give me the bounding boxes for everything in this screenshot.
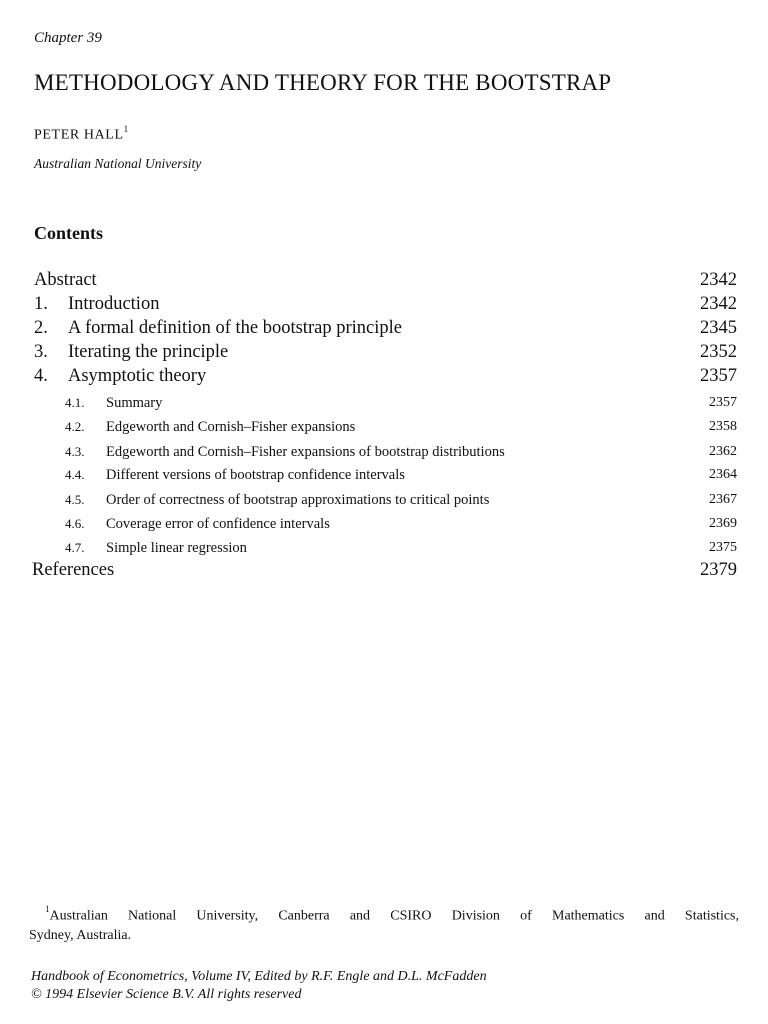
toc-entry-label: Order of correctness of bootstrap approximations to critical points [106,492,490,508]
toc-entry-label: Edgeworth and Cornish–Fisher expansions [106,419,356,435]
footnote-mark: 1 [45,904,50,914]
toc-entry-page: 2367 [709,492,737,507]
author-name [34,125,128,144]
toc-entry-number: 1. [34,294,48,314]
page-title: METHODOLOGY AND THEORY FOR THE BOOTSTRAP [34,70,612,95]
toc-entry-number: 4.4. [65,467,85,482]
footnote [29,902,739,945]
author-name-text: PETER HALL [34,127,124,143]
chapter-label: Chapter 39 [34,30,102,46]
toc-entry-page: 2364 [709,467,737,482]
toc-entry-label: Coverage error of confidence intervals [106,516,330,532]
toc-entry-label: Simple linear regression [106,540,247,556]
toc-entry-page: 2342 [700,270,737,290]
toc-entry-number: 3. [34,342,48,362]
toc-entry-page: 2369 [709,516,737,531]
toc-entry-label: A formal definition of the bootstrap principle [68,318,402,338]
toc-entry-number: 4.1. [65,395,85,410]
footer-line-1: Handbook of Econometrics, Volume IV, Edited by R.F. Engle and D.L. McFadden [31,969,487,984]
toc-entry-number: 4.2. [65,419,85,434]
toc-entry-page: 2357 [700,366,737,386]
toc-entry-number: 4.7. [65,540,85,555]
toc-entry-page: 2379 [700,560,737,580]
author-affiliation: Australian National University [34,156,202,171]
toc-entry-label: Summary [106,395,163,411]
toc-entry-label: Edgeworth and Cornish–Fisher expansions of bootstrap distributions [106,444,505,460]
toc-entry-label: Iterating the principle [68,342,229,362]
toc-entry-label: Different versions of bootstrap confidence intervals [106,467,405,483]
toc-entry-label: References [32,560,115,580]
toc-entry-label: Abstract [34,270,97,290]
toc-entry-label: Introduction [68,294,160,314]
footnote-line-1 [29,902,739,926]
toc-entry-page: 2357 [709,395,737,410]
author-footnote-mark: 1 [123,124,129,134]
toc-entry-page: 2352 [700,342,737,362]
footer-line-2: © 1994 Elsevier Science B.V. All rights reserved [31,987,302,1002]
toc-entry-number: 2. [34,318,48,338]
publication-footer [31,968,487,1004]
footnote-line-1-text: Australian National University, Canberra and CSIRO Division of Mathematics and Statistics, [49,908,739,924]
contents-heading: Contents [34,223,104,243]
toc-entry-label: Asymptotic theory [68,366,207,386]
footnote-line-2: Sydney, Australia. [29,927,132,943]
toc-entry-page: 2375 [709,540,737,555]
toc-entry-number: 4. [34,366,48,386]
toc-entry-page: 2362 [709,444,737,459]
toc-entry-number: 4.3. [65,444,85,459]
toc-entry-number: 4.6. [65,516,85,531]
toc-entry-page: 2345 [700,318,737,338]
toc-entry-page: 2358 [709,419,737,434]
toc-entry-page: 2342 [700,294,737,314]
toc-entry-number: 4.5. [65,492,85,507]
